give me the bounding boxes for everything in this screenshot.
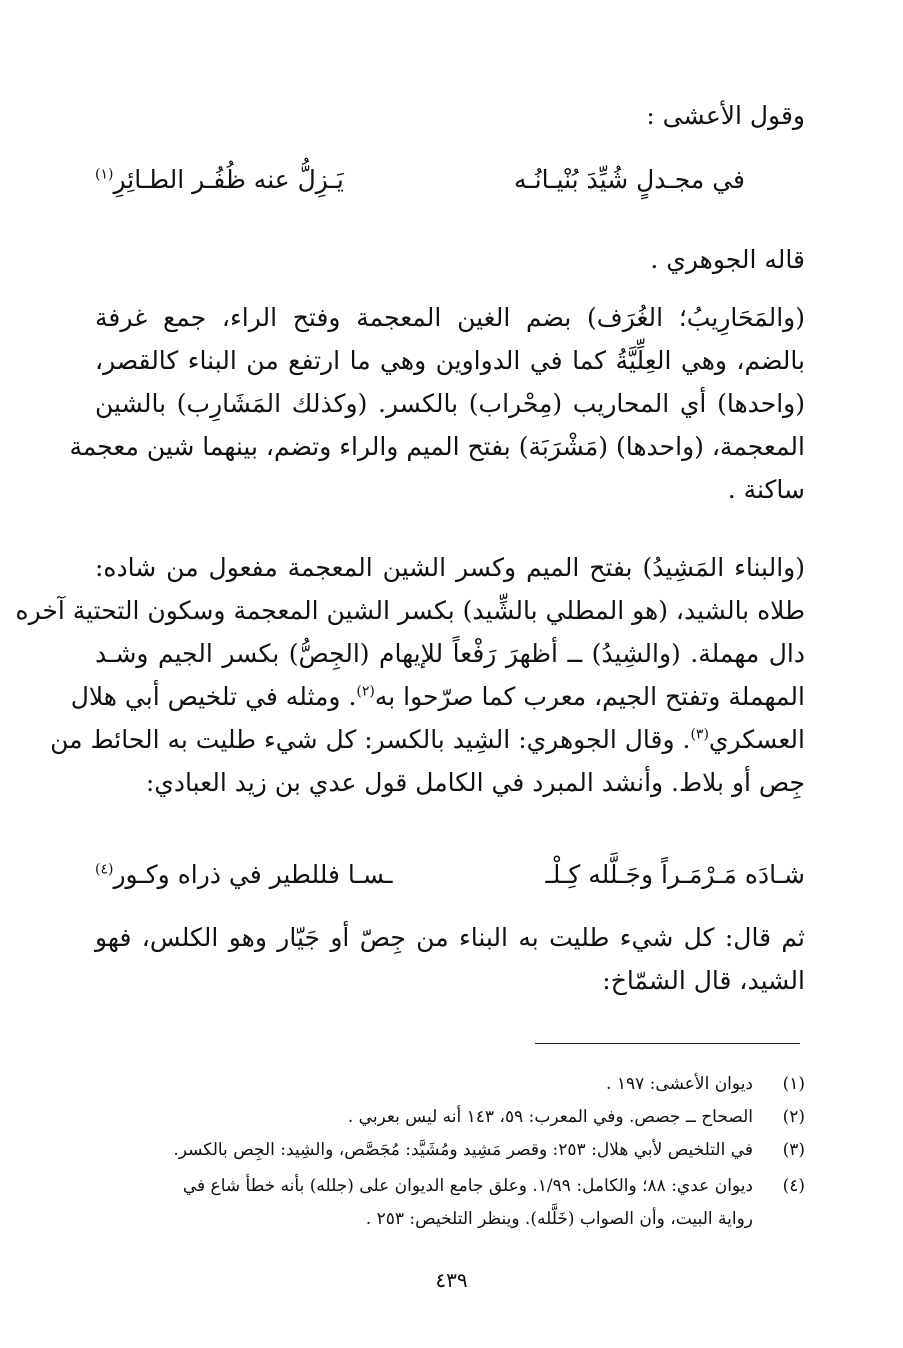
attribution-line: قاله الجوهري . bbox=[650, 245, 805, 274]
para2-line-5 bbox=[50, 720, 805, 760]
para3-line-1: ثم قال: كل شيء طليت به البناء من جِصّ أو جَيّار وهو الكلس، فهو bbox=[95, 923, 805, 952]
footnote-marker-2: (٢) bbox=[356, 683, 375, 700]
verse-1-second-text: يَـزِلُّ عنه ظُفُـر الطـائِرِ bbox=[113, 165, 344, 194]
footnote-4-text-line-1: ديوان عدي: ٨٨؛ والكامل: ١/٩٩. وعلق جامع الديوان على (جلله) بأنه خطأ شاع في bbox=[182, 1176, 753, 1196]
footnote-separator bbox=[535, 1043, 800, 1044]
footnote-marker-4: (٤) bbox=[95, 861, 114, 878]
footnote-4-continued bbox=[0, 1205, 903, 1233]
verse-2 bbox=[95, 855, 805, 895]
footnote-3 bbox=[0, 1136, 903, 1164]
footnote-2 bbox=[0, 1103, 903, 1131]
verse-1 bbox=[95, 160, 805, 200]
para2-line-2: طلاه بالشيد، (هو المطلي بالشِّيد) بكسر الشين المعجمة وسكون التحتية آخره bbox=[15, 596, 805, 625]
footnote-marker-3: (٣) bbox=[690, 726, 709, 743]
footnote-1-number: (١) bbox=[782, 1074, 805, 1094]
para1-line-3: (واحدها) أي المحاريب (مِحْراب) بالكسر. (وكذلك المَشَارِب) بالشين bbox=[95, 389, 805, 418]
footnote-4 bbox=[0, 1172, 903, 1200]
footnote-3-number: (٣) bbox=[782, 1140, 805, 1160]
intro-line: وقول الأعشى : bbox=[646, 101, 805, 130]
footnote-2-number: (٢) bbox=[782, 1107, 805, 1127]
verse-2-second-text: ـسـا فللطير في ذراه وكـور bbox=[113, 860, 393, 889]
verse-2-first-hemistich: شـادَه مَـرْمَـراً وجَـلَّله كِـلْـ bbox=[545, 860, 805, 889]
para1-line-1: (والمَحَارِيبُ؛ الغُرَف) بضم الغين المعجمة وفتح الراء، جمع غرفة bbox=[95, 303, 805, 332]
footnote-4-number: (٤) bbox=[782, 1176, 805, 1196]
page-number: ٤٣٩ bbox=[435, 1268, 468, 1292]
footnote-1-text: ديوان الأعشى: ١٩٧ . bbox=[606, 1074, 753, 1094]
para2-line-5-text: العسكري bbox=[708, 725, 805, 754]
para1-line-5: ساكنة . bbox=[727, 475, 805, 504]
footnote-1 bbox=[0, 1070, 903, 1098]
para1-line-2: بالضم، وهي العِلِّيَّةُ كما في الدواوين وهي ما ارتفع من البناء كالقصر، bbox=[95, 346, 805, 375]
footnote-2-text: الصحاح ــ جصص. وفي المعرب: ٥٩، ١٤٣ أنه ليس بعربي . bbox=[347, 1107, 753, 1127]
para2-line-1: (والبناء المَشِيدُ) بفتح الميم وكسر الشين المعجمة مفعول من شاده: bbox=[95, 553, 805, 582]
para2-line-4-text: المهملة وتفتح الجيم، معرب كما صرّحوا به bbox=[374, 682, 805, 711]
para1-line-4: المعجمة، (واحدها) (مَشْرَبَة) بفتح الميم والراء وتضم، بينهما شين معجمة bbox=[69, 432, 805, 461]
verse-1-second-hemistich bbox=[95, 160, 344, 200]
verse-2-second-hemistich bbox=[95, 855, 393, 895]
para2-line-3: دال مهملة. (والشِيدُ) ــ أظهرَ رَفْعاً للإيهام (الجِصُّ) بكسر الجيم وشـد bbox=[95, 639, 805, 668]
verse-1-first-hemistich: في مجـدلٍ شُيِّدَ بُنْيـانُـه bbox=[513, 165, 745, 194]
para2-line-4-tail: . ومثله في تلخيص أبي هلال bbox=[70, 682, 357, 711]
para3-line-2: الشيد، قال الشمّاخ: bbox=[602, 966, 805, 995]
footnote-marker-1: (١) bbox=[95, 166, 114, 183]
footnote-4-text-line-2: رواية البيت، وأن الصواب (خَلَّله). وينظر التلخيص: ٢٥٣ . bbox=[365, 1209, 753, 1229]
para2-line-6: جِص أو بلاط. وأنشد المبرد في الكامل قول عدي بن زيد العبادي: bbox=[145, 768, 805, 797]
para2-line-4 bbox=[70, 677, 805, 717]
footnote-3-text: في التلخيص لأبي هلال: ٢٥٣: وقصر مَشِيد ومُشَيَّد: مُجَصَّص، والشِيد: الجِص بالكسر. bbox=[173, 1140, 753, 1160]
para2-line-5-tail: . وقال الجوهري: الشِيد بالكسر: كل شيء طليت به الحائط من bbox=[50, 725, 691, 754]
